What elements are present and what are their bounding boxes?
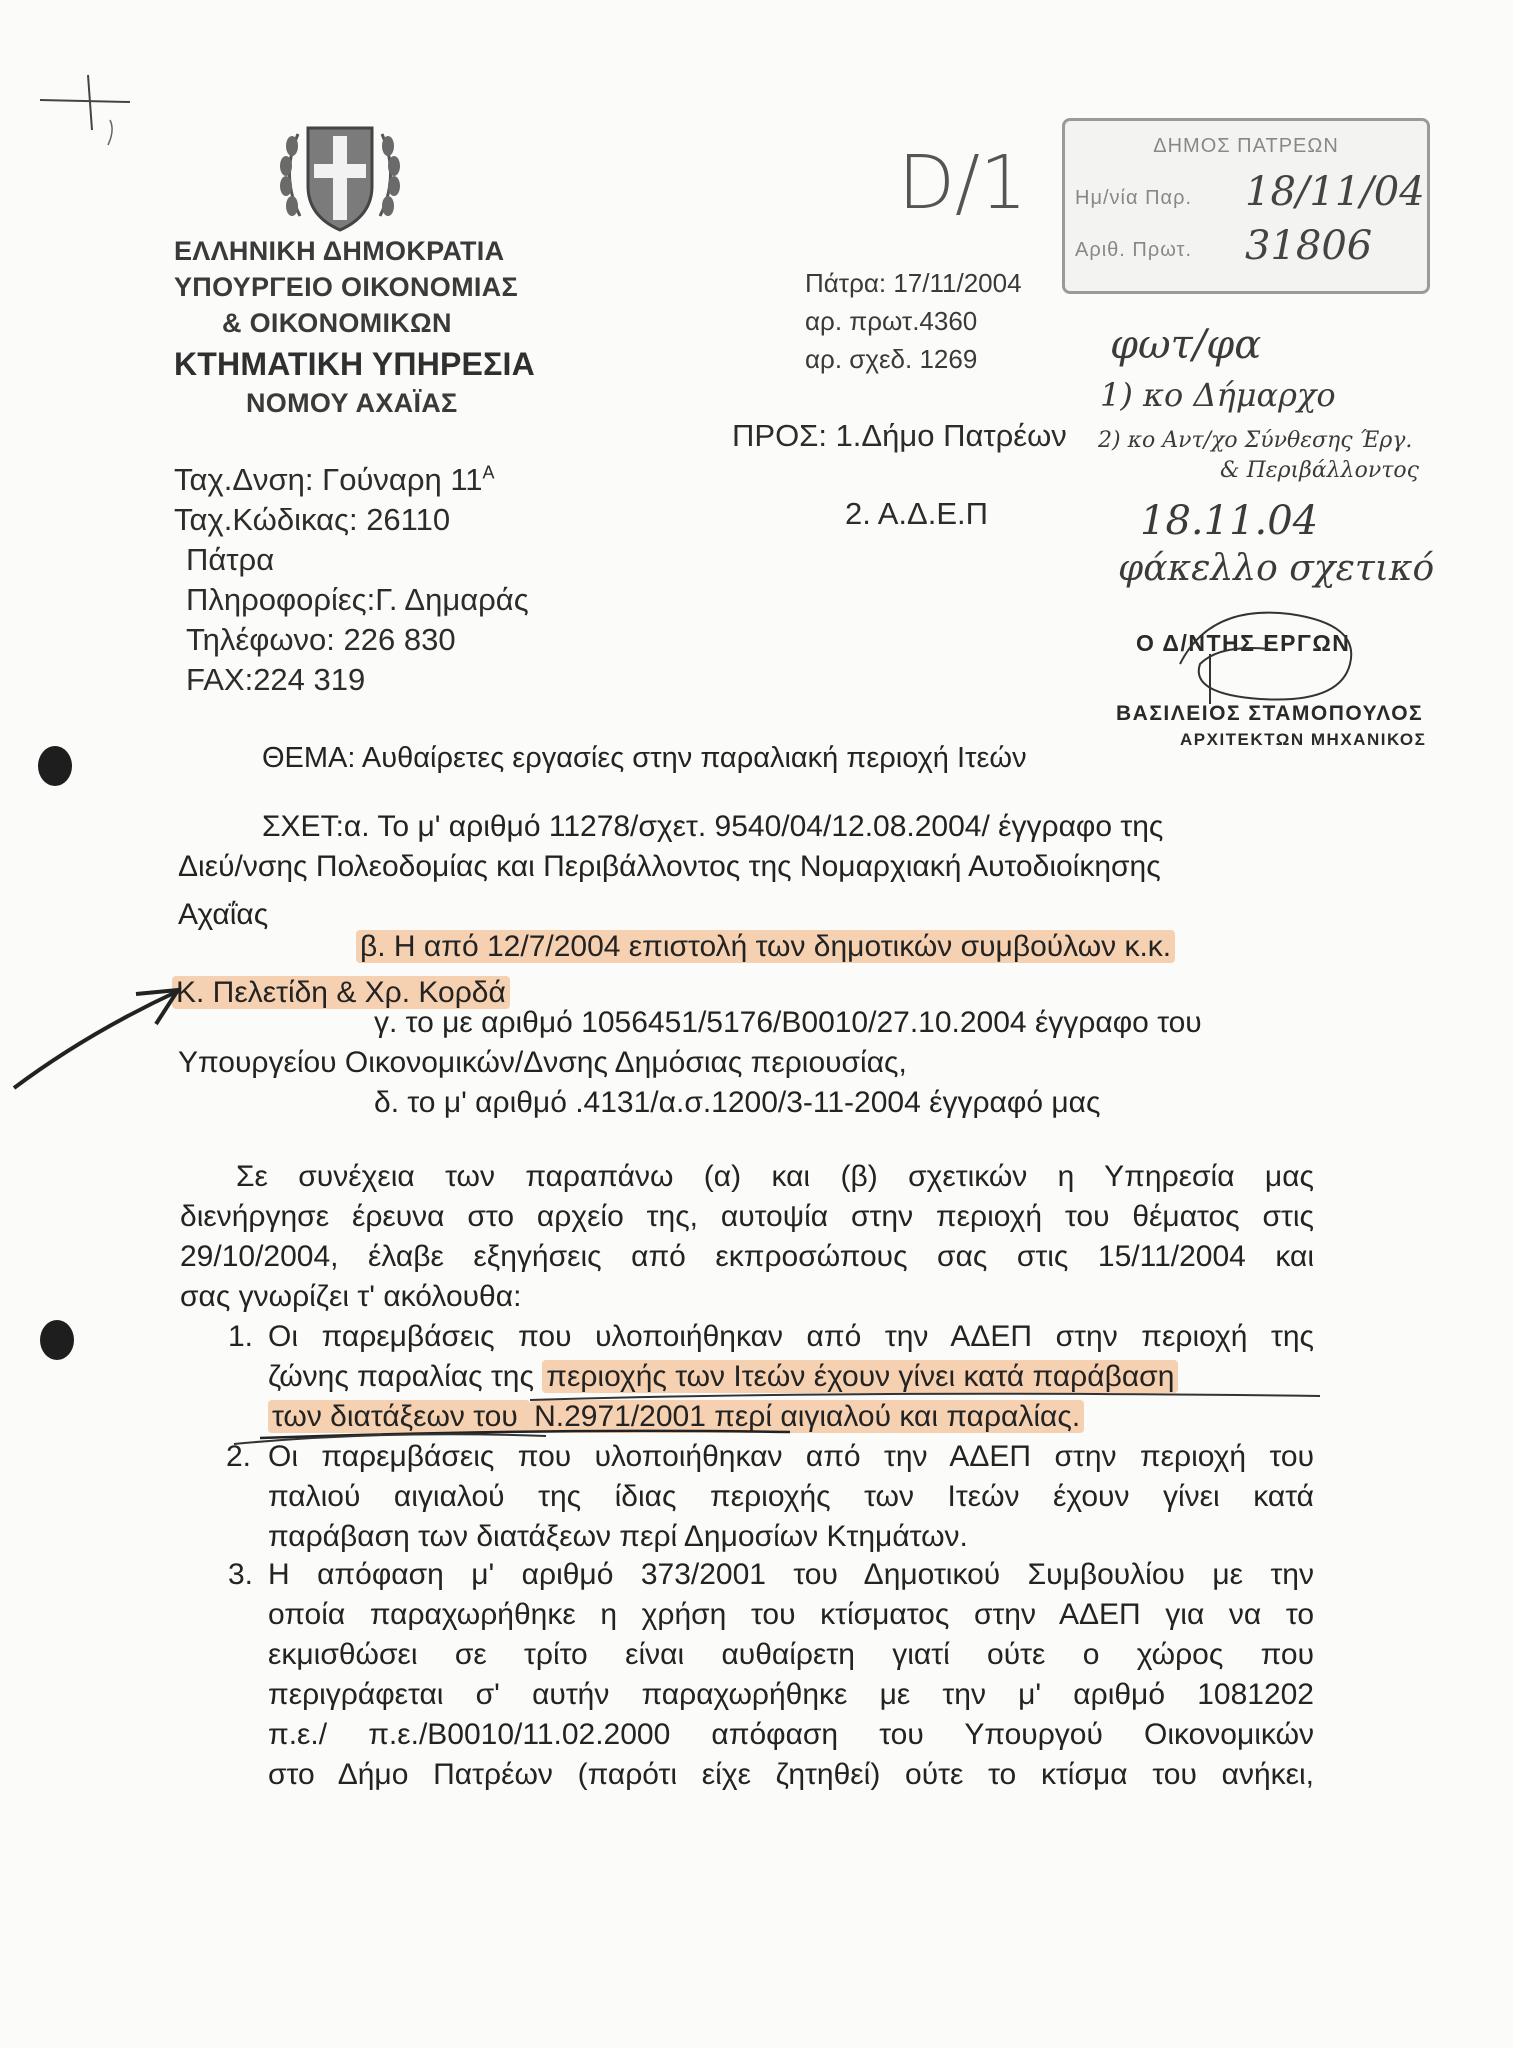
item-2-line-2: παλιού αιγιαλού της ίδιας περιοχής των Ιτεών έχουν γίνει κατά — [268, 1480, 1314, 1513]
coat-of-arms-emblem — [270, 106, 410, 246]
stamp-date-value: 18/11/04 — [1245, 169, 1425, 215]
protocol-number: αρ. πρωτ.4360 — [805, 306, 978, 336]
intro-line-4: σας γνωρίζει τ' ακόλουθα: — [180, 1280, 522, 1313]
reference-b-highlight-2: Κ. Πελετίδη & Χρ. Κορδά — [172, 976, 510, 1009]
stamp-date-label: Ημ/νία Παρ. — [1075, 187, 1193, 209]
signature-role: ΑΡΧΙΤΕΚΤΩΝ ΜΗΧΑΝΙΚΟΣ — [1180, 730, 1427, 749]
reference-c-line-2: Υπουργείου Οικονομικών/Δνσης Δημόσιας περιουσίας, — [178, 1046, 907, 1079]
stamp-header: ΔΗΜΟΣ ΠΑΤΡΕΩΝ — [1153, 135, 1339, 157]
intro-line-3: 29/10/2004, έλαβε εξηγήσεις από εκπροσώπους σας στις 15/11/2004 και — [180, 1240, 1314, 1273]
handwritten-note-3: 2) κο Αντ/χο Σύνθεσης Έργ. — [1098, 428, 1413, 453]
handwritten-note-1: φωτ/φα — [1110, 322, 1262, 368]
doc-date: Πάτρα: 17/11/2004 — [805, 268, 1022, 298]
signature-title: Ο Δ/ΝΤΗΣ ΕΡΓΩΝ — [1136, 630, 1351, 656]
intro-line-1: Σε συνέχεια των παραπάνω (α) και (β) σχετικών η Υπηρεσία μας — [236, 1160, 1314, 1193]
handwritten-corner-mark: D/1 — [898, 140, 1027, 226]
punch-hole-bottom — [40, 1320, 74, 1360]
hand-drawn-arrow — [6, 984, 196, 1094]
hand-underline-item-2 — [230, 1430, 550, 1460]
item-1-number: 1. — [228, 1320, 254, 1353]
address-city: Πάτρα — [186, 542, 275, 577]
item-2-line-1: Οι παρεμβάσεις που υλοποιήθηκαν από την ΑΔΕΠ στην περιοχή του — [268, 1440, 1314, 1473]
handwritten-note-4: & Περιβάλλοντος — [1220, 458, 1419, 483]
address-info: Πληροφορίες:Γ. Δημαράς — [186, 582, 529, 617]
item-1-line-2-highlight: περιοχής των Ιτεών έχουν γίνει κατά παράβαση — [542, 1360, 1178, 1393]
handwritten-note-6: φάκελλο σχετικό — [1118, 548, 1435, 589]
signature-name: ΒΑΣΙΛΕΙΟΣ ΣΤΑΜΟΠΟΥΛΟΣ — [1116, 702, 1424, 725]
item-3-line-6: στο Δήμο Πατρέων (παρότι είχε ζητηθεί) ούτε το κτίσμα του ανήκει, — [268, 1758, 1314, 1791]
item-3-line-1: Η απόφαση μ' αριθμό 373/2001 του Δημοτικού Συμβουλίου με την — [268, 1558, 1314, 1591]
item-3-line-2: οποία παραχωρήθηκε η χρήση του κτίσματος στην ΑΔΕΠ για να το — [268, 1598, 1314, 1631]
reference-a-line-3: Αχαΐας — [178, 898, 269, 931]
reference-c-line-1: γ. το με αριθμό 1056451/5176/Β0010/27.10.2004 έγγραφο του — [374, 1006, 1202, 1039]
address-street-sup: Α — [482, 462, 495, 483]
recipient-2: 2. Α.Δ.Ε.Π — [845, 496, 989, 531]
corner-cross-mark — [30, 70, 140, 150]
item-1-line-3-start: των διατάξεων του — [268, 1400, 530, 1433]
address-postcode: Ταχ.Κώδικας: 26110 — [174, 502, 451, 537]
stamp-number-value: 31806 — [1245, 223, 1373, 269]
handwritten-note-5: 18.11.04 — [1140, 498, 1319, 544]
letterhead-line-3: & ΟΙΚΟΝΟΜΙΚΩΝ — [222, 308, 452, 338]
item-2-number: 2. — [226, 1440, 252, 1473]
received-stamp — [1062, 118, 1430, 294]
reference-d-line-1: δ. το μ' αριθμό .4131/α.σ.1200/3-11-2004 έγγραφό μας — [374, 1086, 1101, 1119]
address-fax: FAX:224 319 — [186, 662, 366, 697]
reference-b-line-2 — [172, 976, 510, 1010]
reference-a-line-2: Διεύ/νσης Πολεοδομίας και Περιβάλλοντος της Νομαρχιακή Αυτοδιοίκησης — [178, 850, 1161, 883]
reference-b-line-1 — [356, 930, 1175, 964]
item-2-line-3: παράβαση των διατάξεων περί Δημοσίων Κτημάτων. — [268, 1520, 968, 1553]
punch-hole-top — [38, 746, 72, 786]
subject-line: ΘΕΜΑ: Αυθαίρετες εργασίες στην παραλιακή περιοχή Ιτεών — [262, 742, 1027, 774]
item-1-line-1: Οι παρεμβάσεις που υλοποιήθηκαν από την ΑΔΕΠ στην περιοχή της — [268, 1320, 1314, 1353]
letterhead-line-5: ΝΟΜΟΥ ΑΧΑΪΑΣ — [246, 388, 458, 418]
draft-number: αρ. σχεδ. 1269 — [805, 344, 978, 374]
reference-a-line-1: ΣΧΕΤ:α. Το μ' αριθμό 11278/σχετ. 9540/04/12.08.2004/ έγγραφο της — [262, 810, 1164, 843]
letterhead-line-2: ΥΠΟΥΡΓΕΙΟ ΟΙΚΟΝΟΜΙΑΣ — [174, 272, 518, 302]
address-street — [174, 462, 495, 498]
intro-line-2: διενήργησε έρευνα στο αρχείο της, αυτοψία στην περιοχή του θέματος στις — [180, 1200, 1314, 1233]
handwritten-note-2: 1) κο Δήμαρχο — [1100, 376, 1336, 414]
item-1-line-2-start: ζώνης παραλίας της — [268, 1360, 543, 1393]
reference-b-highlight-1: β. Η από 12/7/2004 επιστολή των δημοτικών συμβούλων κ.κ. — [356, 930, 1175, 963]
letterhead-line-1: ΕΛΛΗΝΙΚΗ ΔΗΜΟΚΡΑΤΙΑ — [174, 236, 505, 266]
signature-scribble — [1150, 604, 1380, 714]
address-street-text: Ταχ.Δνση: Γούναρη 11 — [174, 462, 483, 497]
item-3-line-4: περιγράφεται σ' αυτήν παραχωρήθηκε με την μ' αριθμό 1081202 — [268, 1678, 1314, 1711]
recipient-1: ΠΡΟΣ: 1.Δήμο Πατρέων — [732, 418, 1067, 453]
letterhead-line-4: ΚΤΗΜΑΤΙΚΗ ΥΠΗΡΕΣΙΑ — [174, 346, 535, 382]
item-3-line-5: π.ε./ π.ε./Β0010/11.02.2000 απόφαση του Υπουργού Οικονομικών — [268, 1718, 1314, 1751]
stamp-number-label: Αριθ. Πρωτ. — [1075, 239, 1193, 261]
item-3-number: 3. — [228, 1558, 254, 1591]
item-1-line-3-highlight: Ν.2971/2001 περί αιγιαλού και παραλίας. — [530, 1400, 1084, 1433]
item-3-line-3: εκμισθώσει σε τρίτο είναι αυθαίρετη γιατί ούτε ο χώρος που — [268, 1638, 1314, 1671]
address-phone: Τηλέφωνο: 226 830 — [186, 622, 456, 657]
